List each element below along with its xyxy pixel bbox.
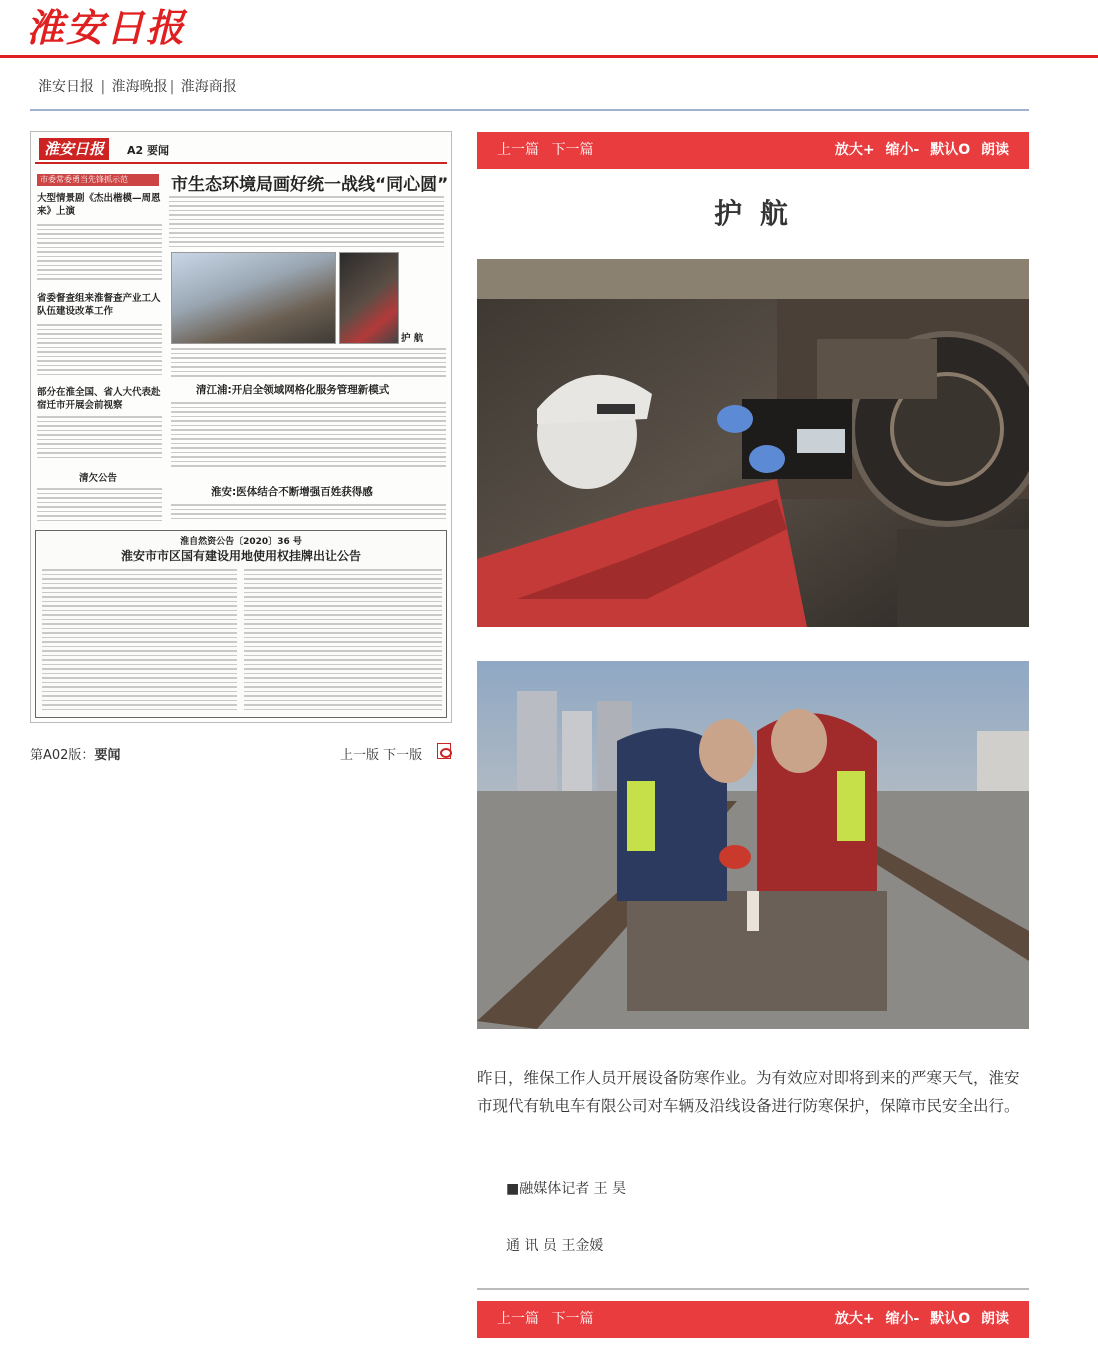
zoom-out-button[interactable]: 缩小-: [885, 1311, 920, 1327]
thumbnail-logo: 淮安日报: [39, 138, 109, 160]
prev-article-button[interactable]: 上一篇: [497, 142, 539, 158]
masthead: [0, 0, 1098, 60]
thumbnail-text-block: [37, 224, 162, 283]
thumbnail-text-block: [169, 196, 444, 250]
thumbnail-header: [35, 136, 447, 164]
article-body: 昨日，维保工作人员开展设备防寒作业。为有效应对即将到来的严寒天气，淮安市现代有轨电车有限公司对车辆及沿线设备进行防寒保护，保障市民安全出行。: [477, 1069, 1020, 1115]
read-aloud-button[interactable]: 朗读: [981, 1311, 1009, 1327]
thumbnail-headline: 清江浦:开启全领域网格化服务管理新模式: [196, 384, 390, 396]
article-title: 护 航: [714, 197, 792, 230]
article-photo: [477, 259, 1029, 627]
thumbnail-text-block: [171, 348, 446, 380]
read-aloud-button[interactable]: 朗读: [981, 142, 1009, 158]
photo-workers-on-track: [477, 661, 1029, 1029]
thumbnail-headline: 大型情景剧《杰出楷模—周恩来》上演: [37, 193, 161, 217]
default-size-button[interactable]: 默认O: [930, 1311, 971, 1327]
article-photo: [477, 661, 1029, 1029]
thumbnail-tag: 市委常委勇当先锋抓示范: [37, 174, 159, 186]
thumbnail-main-headline: 市生态环境局画好统一战线“同心圆”: [171, 175, 449, 195]
zoom-out-button[interactable]: 缩小-: [885, 142, 920, 158]
article-toolbar-top: [477, 132, 1029, 169]
zoom-in-button[interactable]: 放大+: [834, 142, 875, 158]
thumbnail-text-block: [171, 402, 446, 470]
page-thumbnail[interactable]: [30, 131, 452, 723]
page-nav: [340, 744, 422, 763]
link-huaihai-evening[interactable]: 淮海晚报: [111, 79, 168, 95]
link-huaian-daily[interactable]: 淮安日报: [38, 79, 94, 95]
notice-title: 淮安市市区国有建设用地使用权挂牌出让公告: [120, 549, 361, 563]
article-divider: [477, 1288, 1029, 1290]
next-page-link[interactable]: 下一版: [383, 748, 423, 763]
nav-divider: [30, 109, 1029, 111]
paper-links: [38, 76, 237, 96]
thumbnail-headline: 省委督查组来淮督查产业工人队伍建设改革工作: [37, 293, 161, 317]
pdf-icon[interactable]: [437, 743, 451, 759]
page-caption-section[interactable]: 要闻: [94, 748, 121, 763]
article-reporter: ■融媒体记者 王 昊: [506, 1181, 627, 1197]
thumbnail-headline: 部分在淮全国、省人大代表赴宿迁市开展会前视察: [37, 387, 161, 411]
thumbnail-headline: 淮安:医体结合不断增强百姓获得感: [211, 486, 373, 498]
prev-article-button[interactable]: 上一篇: [497, 1311, 539, 1327]
separator: |: [169, 79, 179, 95]
link-huaihai-business[interactable]: 淮海商报: [180, 79, 237, 95]
next-article-button[interactable]: 下一篇: [551, 142, 594, 158]
thumbnail-text-block: [244, 569, 442, 713]
thumbnail-photo: [339, 252, 399, 344]
thumbnail-headline: 清欠公告: [79, 473, 118, 484]
separator: |: [96, 79, 110, 95]
article-correspondent: 通 讯 员 王金媛: [506, 1238, 604, 1254]
thumbnail-text-block: [37, 488, 162, 524]
thumbnail-text-block: [171, 504, 446, 522]
thumbnail-text-block: [42, 569, 237, 713]
site-logo[interactable]: 淮安日报: [26, 5, 187, 50]
default-size-button[interactable]: 默认O: [930, 142, 971, 158]
thumbnail-photo-title: 护 航: [401, 333, 424, 344]
zoom-in-button[interactable]: 放大+: [834, 1311, 875, 1327]
thumbnail-page-label: A2 要闻: [127, 144, 169, 157]
masthead-rule: [0, 55, 1098, 58]
prev-page-link[interactable]: 上一版: [340, 748, 380, 763]
thumbnail-text-block: [37, 324, 162, 378]
article-toolbar-bottom: [477, 1301, 1029, 1338]
thumbnail-notice: [35, 530, 447, 718]
photo-worker-inspecting-train: [477, 259, 1029, 627]
page-caption: [30, 744, 120, 763]
notice-number: 淮自然资公告〔2020〕36 号: [180, 537, 302, 547]
thumbnail-photo: [171, 252, 336, 344]
thumbnail-text-block: [37, 416, 162, 461]
page-caption-prefix: 第A02版：: [30, 748, 95, 763]
next-article-button[interactable]: 下一篇: [551, 1311, 594, 1327]
